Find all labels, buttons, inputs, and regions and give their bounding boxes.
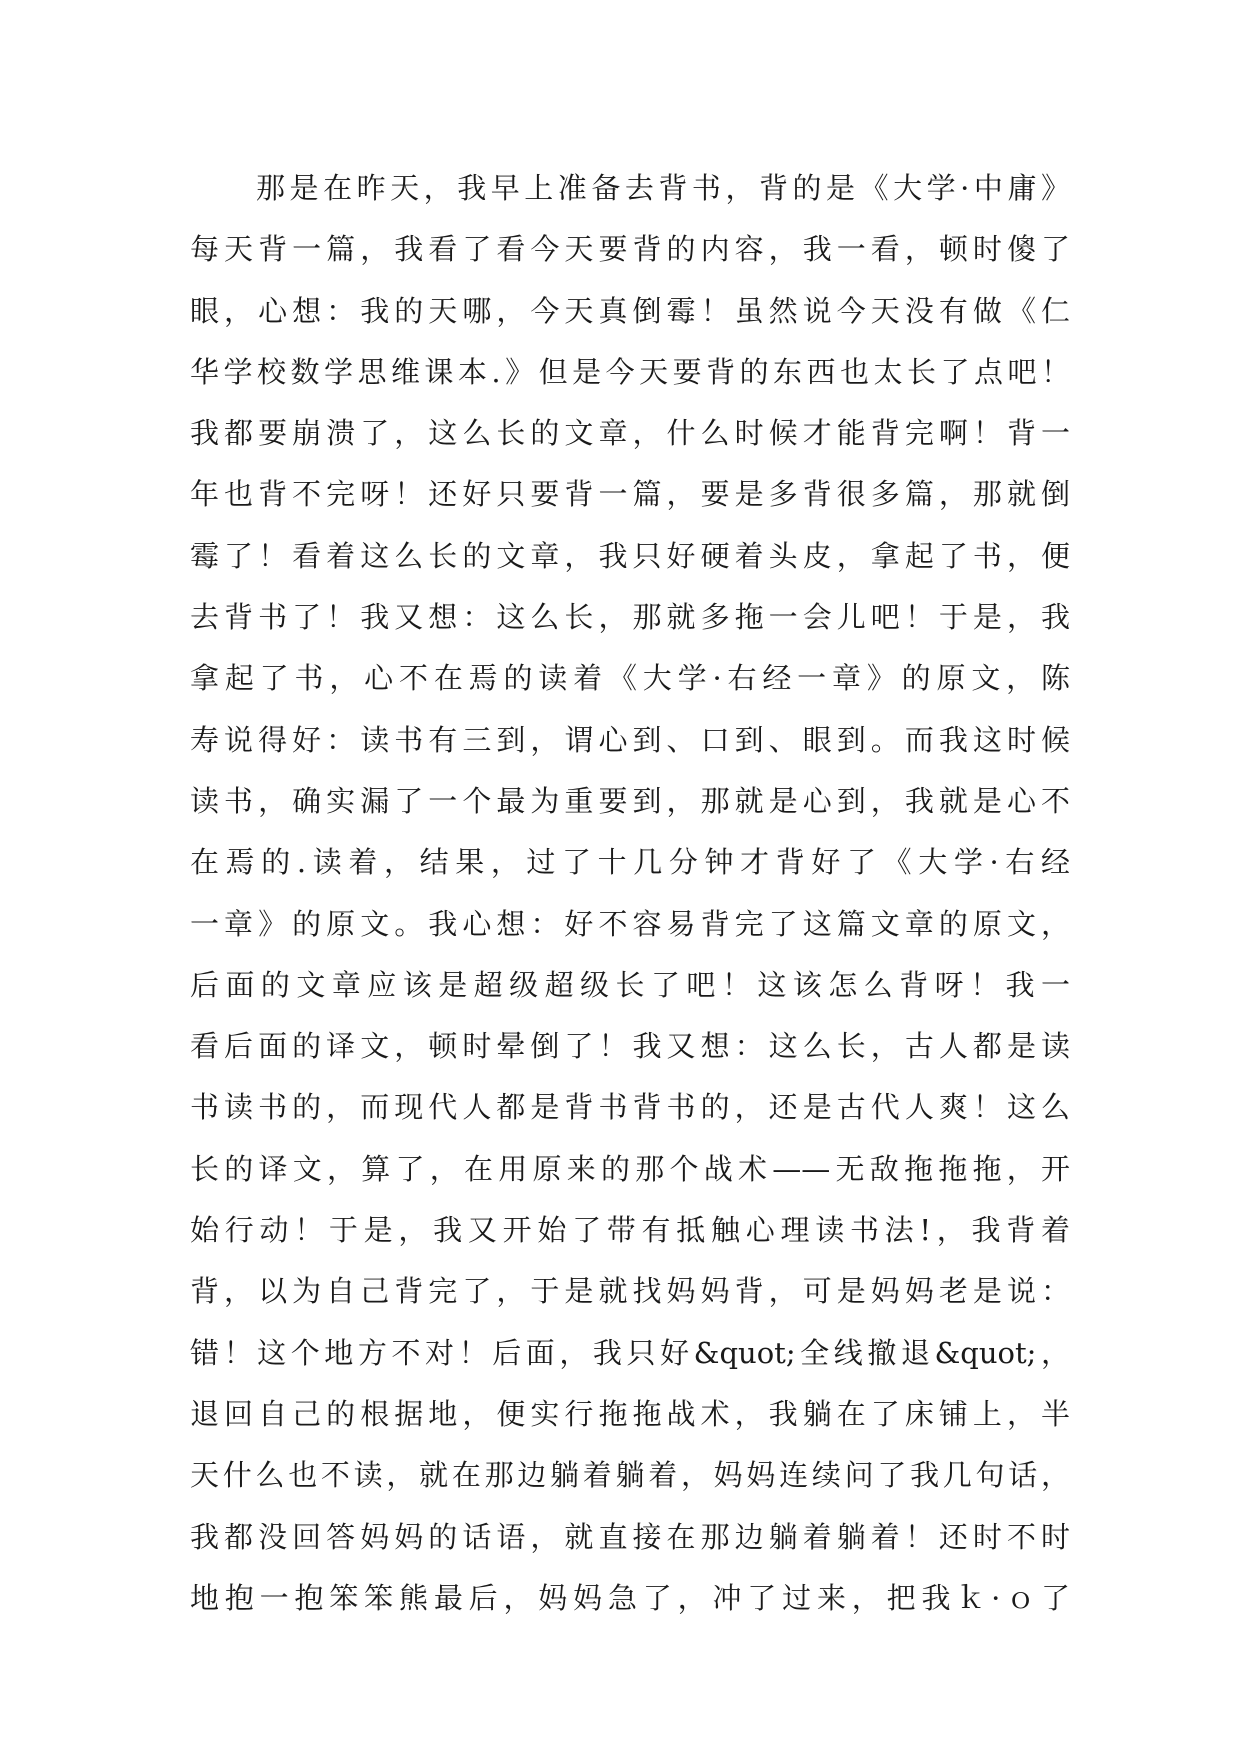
text-line-14: 后面的文章应该是超级超级长了吧！这该怎么背呀！我一 (190, 967, 1070, 1002)
text-line-24: 地抱一抱笨笨熊最后，妈妈急了，冲了过来，把我ｋ·ｏ了 (190, 1580, 1070, 1615)
text-line-6: 年也背不完呀！还好只要背一篇，要是多背很多篇，那就倒 (190, 477, 1070, 512)
text-line-1: 那是在昨天，我早上准备去背书，背的是《大学·中庸》 (256, 171, 1070, 205)
text-line-3: 眼，心想：我的天哪，今天真倒霉！虽然说今天没有做《仁 (190, 293, 1070, 328)
text-line-10: 寿说得好：读书有三到，谓心到、口到、眼到。而我这时候 (190, 722, 1070, 757)
text-line-12: 在焉的.读着，结果，过了十几分钟才背好了《大学·右经 (190, 845, 1070, 880)
text-line-22: 天什么也不读，就在那边躺着躺着，妈妈连续问了我几句话， (190, 1458, 1070, 1493)
text-line-15: 看后面的译文，顿时晕倒了！我又想：这么长，古人都是读 (190, 1029, 1070, 1064)
text-line-4: 华学校数学思维课本.》但是今天要背的东西也太长了点吧！ (190, 354, 1070, 389)
text-line-2: 每天背一篇，我看了看今天要背的内容，我一看，顿时傻了 (190, 232, 1070, 267)
text-line-23: 我都没回答妈妈的话语，就直接在那边躺着躺着！还时不时 (190, 1519, 1070, 1554)
text-line-18: 始行动！于是，我又开始了带有抵触心理读书法!，我背着 (190, 1213, 1070, 1248)
text-line-16: 书读书的，而现代人都是背书背书的，还是古代人爽！这么 (190, 1090, 1070, 1125)
text-line-7: 霉了！看着这么长的文章，我只好硬着头皮，拿起了书，便 (190, 538, 1070, 573)
text-line-20: 错！这个地方不对！后面，我只好&quot;全线撤退&quot;， (190, 1335, 1070, 1370)
text-line-21: 退回自己的根据地，便实行拖拖战术，我躺在了床铺上，半 (190, 1396, 1070, 1431)
body-text (190, 158, 1070, 1629)
text-line-11: 读书，确实漏了一个最为重要到，那就是心到，我就是心不 (190, 783, 1070, 818)
text-line-5: 我都要崩溃了，这么长的文章，什么时候才能背完啊！背一 (190, 416, 1070, 451)
text-line-9: 拿起了书，心不在焉的读着《大学·右经一章》的原文，陈 (190, 661, 1070, 696)
text-line-8: 去背书了！我又想：这么长，那就多拖一会儿吧！于是，我 (190, 600, 1070, 635)
text-line-13: 一章》的原文。我心想：好不容易背完了这篇文章的原文， (190, 906, 1070, 941)
text-line-19: 背，以为自己背完了，于是就找妈妈背，可是妈妈老是说： (190, 1274, 1070, 1309)
text-line-17: 长的译文，算了，在用原来的那个战术——无敌拖拖拖，开 (190, 1151, 1070, 1186)
